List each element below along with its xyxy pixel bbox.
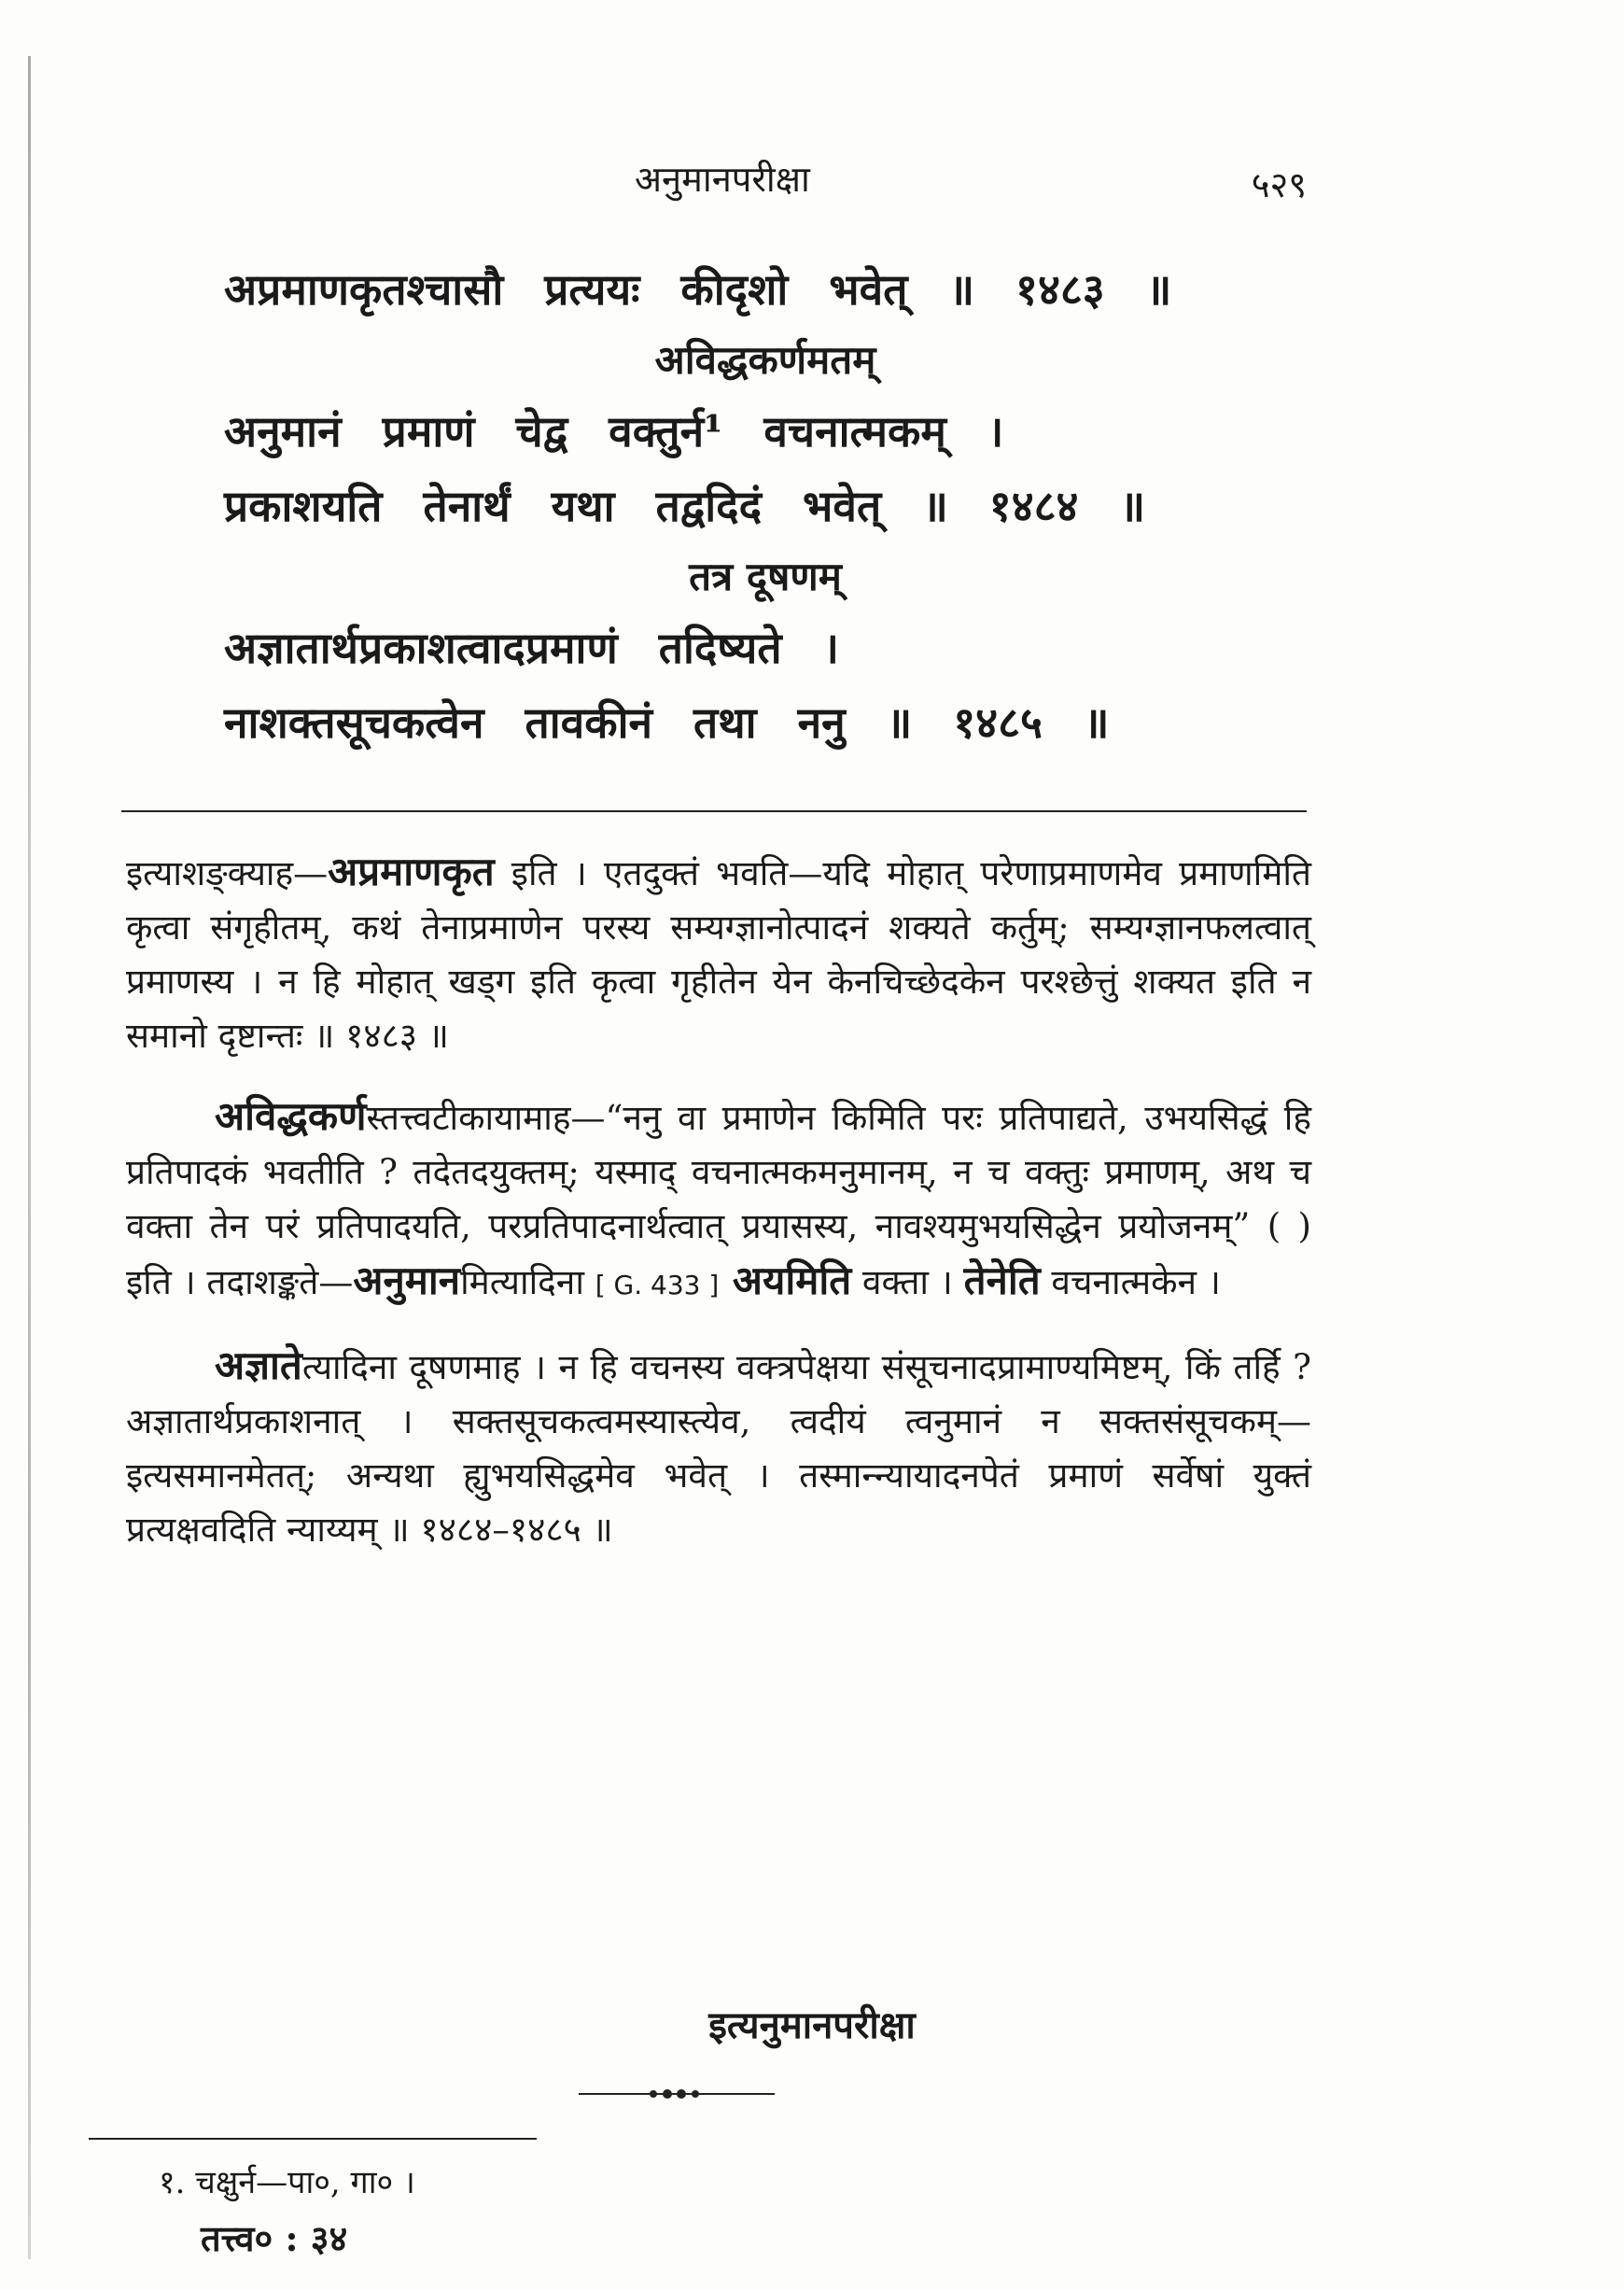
- gloss-reference: [ G. 433 ]: [595, 1270, 720, 1300]
- lemma: अनुमान: [353, 1257, 461, 1303]
- verse-line-1484b: प्रकाशयति तेनार्थं यथा तद्वदिदं भवेत् ॥ १४८४ ॥: [224, 481, 1146, 531]
- verse-block: [224, 252, 1307, 760]
- lemma: अज्ञाते: [215, 1342, 302, 1388]
- footnote-divider: [89, 2138, 537, 2140]
- ornament-divider: [579, 2085, 775, 2103]
- section-colophon: इत्यनुमानपरीक्षा: [708, 2003, 916, 2047]
- commentary-paragraph-1: [126, 845, 1311, 1063]
- verse-commentary-divider: [121, 810, 1307, 812]
- verse-heading-aviddhakarna: अविद्धकर्णमतम्: [654, 337, 876, 383]
- page-number: ५२९: [1251, 164, 1307, 205]
- page-header: [149, 154, 1307, 210]
- verse-line-1485b: नाशक्तसूचकत्वेन तावकीनं तथा ननु ॥ १४८५ ॥: [224, 697, 1110, 748]
- commentary-text: इति । एतदुक्तं भवति—यदि मोहात् परेणाप्रमाणमेव प्रमाणमिति कृत्वा संगृहीतम्, कथं तेनाप्रमाणेन परस्य सम्यग्ज्ञानोत्पादनं शक्यते कर्तुम्; सम्यग्ज्ञानफलत्वात् प्रमाणस्य । न हि मोहात् खड्ग इति कृत्वा गृहीतेन येन केनचिच्छेदकेन परश्छेत्तुं शक्यत इति न समानो दृष्टान्तः ॥ १४८३ ॥: [126, 853, 1311, 1056]
- signature-mark: तत्त्व० : ३४: [201, 2217, 348, 2259]
- commentary-text: इत्याशङ्क्याह—: [126, 853, 329, 893]
- lemma: अयमिति: [719, 1257, 852, 1303]
- running-head: अनुमानपरीक्षा: [635, 159, 810, 200]
- verse-line-1484a: अनुमानं प्रमाणं चेद्व वक्तुर्न¹ वचनात्मकम् ।: [224, 406, 1004, 457]
- commentary-paragraph-2: [126, 1089, 1311, 1313]
- lemma: तेनेति: [963, 1257, 1041, 1303]
- commentary-text: वचनात्मकेन ।: [1040, 1262, 1221, 1302]
- verse-line-1483b: अप्रमाणकृतश्चासौ प्रत्ययः कीदृशो भवेत् ॥ १४८३ ॥: [224, 264, 1172, 315]
- page-edge-shadow: [28, 56, 31, 2259]
- verse-line-1485a: अज्ञातार्थप्रकाशत्वादप्रमाणं तदिष्यते ।: [224, 623, 839, 673]
- commentary-paragraph-3: [126, 1339, 1311, 1557]
- lemma: अप्रमाणकृत: [328, 849, 495, 894]
- commentary-text: वक्ता ।: [851, 1262, 964, 1302]
- commentary-text: त्यादिना दूषणमाह । न हि वचनस्य वक्त्रपेक्षया संसूचनादप्रामाण्यमिष्टम्, किं तर्हि ? अज्ञातार्थप्रकाशनात् । सक्तसूचकत्वमस्यास्त्येव, त्वदीयं त्वनुमानं न सक्तसंसूचकम्—इत्यसमानमेतत्; अन्यथा ह्युभयसिद्धमेव भवेत् । तस्मान्न्यायादनपेतं प्रमाणं सर्वेषां युक्तं प्रत्यक्षवदिति न्याय्यम् ॥ १४८४–१४८५ ॥: [126, 1347, 1311, 1550]
- footnote-1: १. चक्षुर्न—पा०, गा० ।: [159, 2164, 415, 2201]
- verse-heading-dushanam: तत्र दूषणम्: [689, 554, 842, 599]
- commentary-text: स्तत्त्वटीकायामाह—“ननु वा प्रमाणेन किमिति परः प्रतिपाद्यते, उभयसिद्धं हि प्रतिपादकं भवतीति ? तदेतदयुक्तम्; यस्माद् वचनात्मकमनुमानम्, न च वक्तुः प्रमाणम्, अथ च वक्ता तेन परं प्रतिपादयति, परप्रतिपादनार्थत्वात् प्रयासस्य, नावश्यमुभयसिद्धेन प्रयोजनम्” ( ) इति । तदाशङ्कते—: [126, 1098, 1311, 1302]
- commentary: [126, 845, 1311, 1583]
- commentary-text: मित्यादिना: [460, 1262, 595, 1302]
- lemma: अविद्धकर्ण: [215, 1093, 367, 1139]
